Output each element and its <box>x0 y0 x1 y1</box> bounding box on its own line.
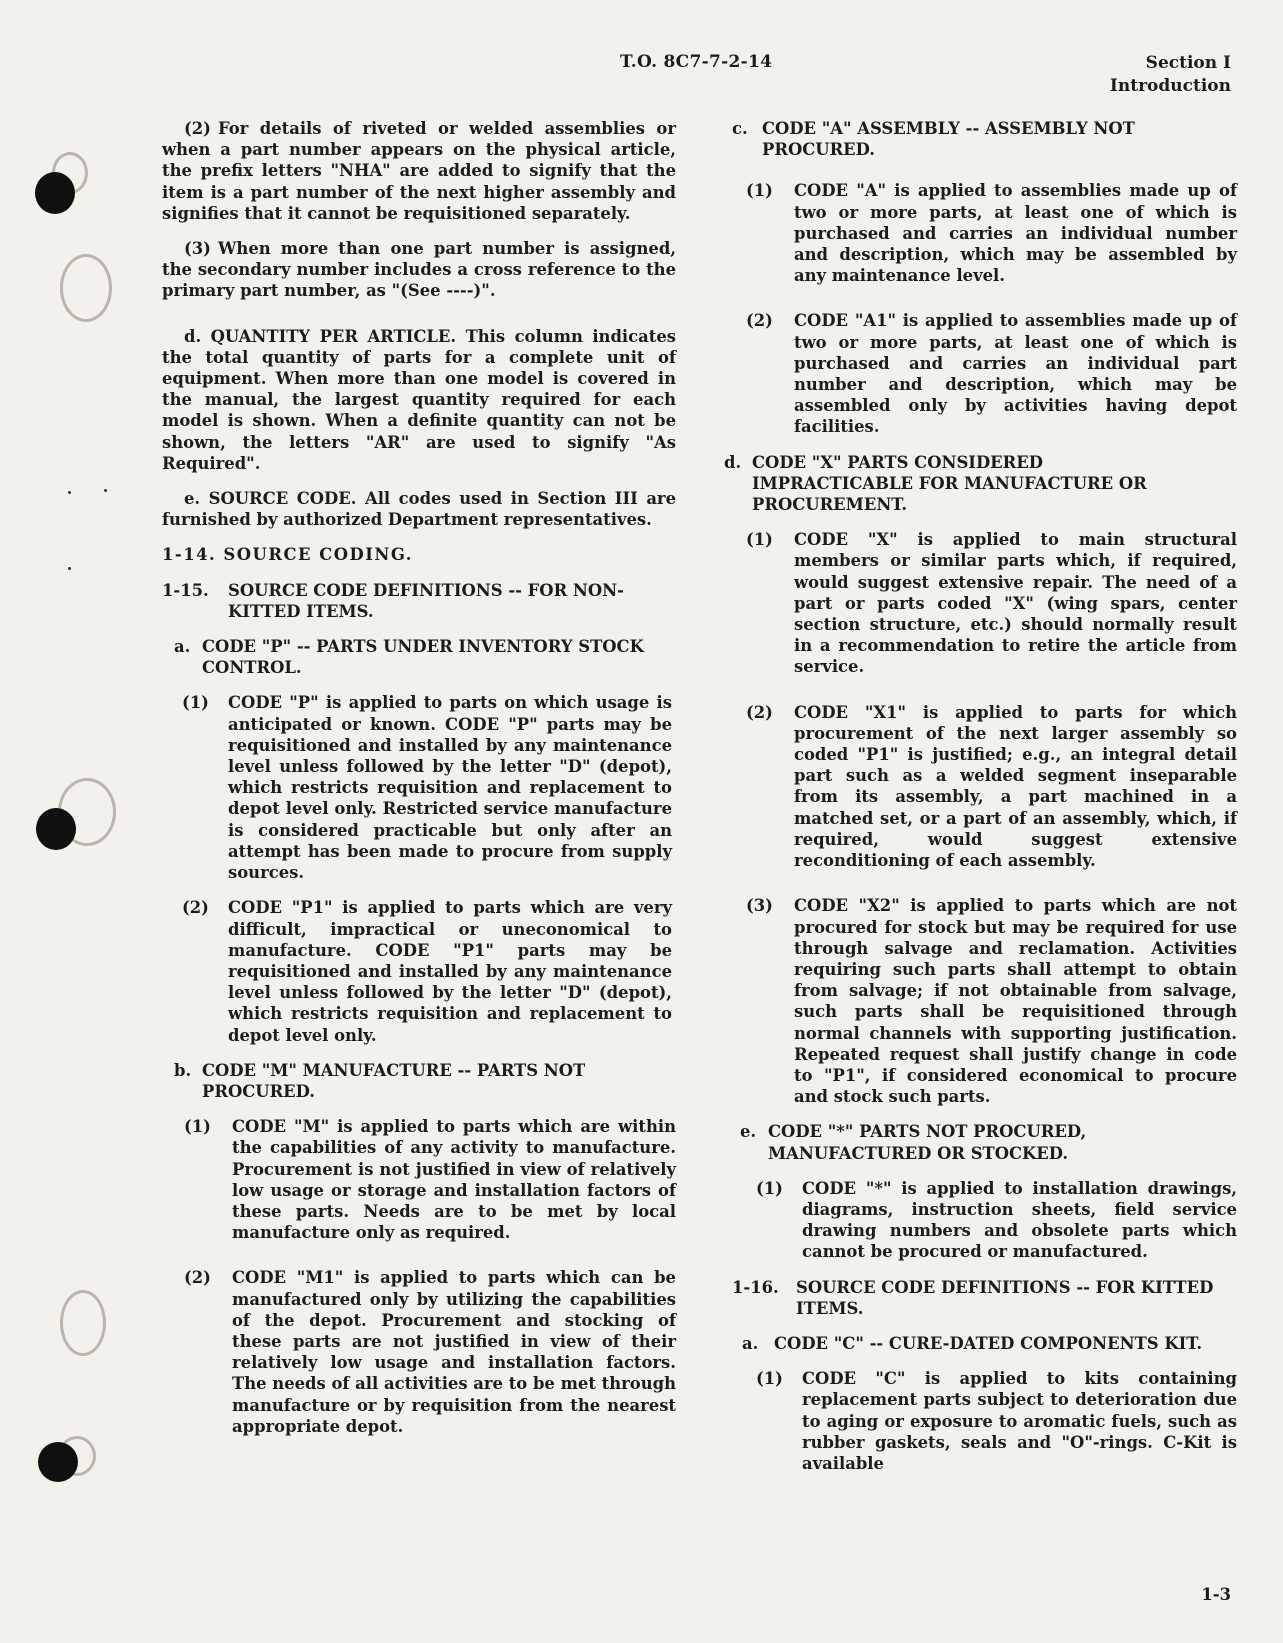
item-text: CODE "P" is applied to parts on which usage is anticipated or known. CODE "P" parts may be requisitioned and installed by any maintenance level unless followed by the letter "D" (depot), which restricts requisition and replacement to depot level only. Restricted service manufacture is considered practicable but only after an attempt has been made to procure from supply sources. <box>228 693 672 883</box>
subitem-code-x2-3 <box>746 895 1237 1107</box>
item-text: CODE "A1" is applied to assemblies made up of two or more parts, at least one of which is purchased and carries an individual part number and description, which may be assembled only by activities having depot facilities. <box>794 311 1237 437</box>
punch-hole <box>38 1442 78 1482</box>
heading-label: b. <box>174 1060 192 1080</box>
subitem-code-x-1 <box>746 529 1237 677</box>
heading-title: SOURCE CODE DEFINITIONS -- FOR NON-KITTED ITEMS. <box>228 580 624 621</box>
item-number: (1) <box>746 530 773 550</box>
right-column <box>724 118 1237 1488</box>
heading-1-15 <box>162 580 676 622</box>
section-header <box>1110 52 1231 98</box>
item-text: CODE "P1" is applied to parts which are very difficult, impractical or uneconomical to manufacture. CODE "P1" parts may be requisitioned and installed by any maintenance level unless followed by the letter "D" (depot), which restricts requisition and replacement to depot level only. <box>228 898 672 1045</box>
section-label: Section I <box>1145 53 1231 73</box>
subitem-code-c-1 <box>756 1368 1237 1474</box>
item-text: When more than one part number is assigned, the secondary number includes a cross reference to the primary part number, as "(See ----)". <box>162 239 676 301</box>
subitem-code-a1-2 <box>746 310 1237 437</box>
paragraph-source-code: e. SOURCE CODE. All codes used in Section III are furnished by authorized Department representatives. <box>162 489 676 530</box>
subitem-code-a-1 <box>746 180 1237 286</box>
page-number: 1-3 <box>1201 1585 1231 1604</box>
heading-label: a. <box>174 637 191 657</box>
heading-label: 1-16. <box>732 1277 779 1297</box>
heading-title: CODE "A" ASSEMBLY -- ASSEMBLY NOT PROCURED. <box>762 119 1135 160</box>
item-number: (1) <box>746 181 773 201</box>
subitem-2-nha <box>162 118 676 224</box>
item-number: (2) <box>182 898 209 918</box>
paragraph-quantity-per-article: d. QUANTITY PER ARTICLE. This column indicates the total quantity of parts for a complete unit of equipment. When more than one model is covered in the manual, the largest quantity required for each model is shown. When a definite quantity can not be shown, the letters "AR" are used to signify "As Required". <box>162 326 676 473</box>
scan-speck <box>104 489 107 492</box>
item-number: (1) <box>184 1117 211 1137</box>
item-number: (3) <box>184 239 211 259</box>
item-text: CODE "*" is applied to installation drawings, diagrams, instruction sheets, field service drawing numbers and obsolete parts which cannot be procured or manufactured. <box>802 1178 1237 1262</box>
item-number: (2) <box>746 311 773 331</box>
heading-label: e. <box>740 1122 757 1142</box>
heading-code-x <box>724 452 1237 516</box>
heading-title: SOURCE CODE DEFINITIONS -- FOR KITTED ITEMS. <box>796 1277 1214 1318</box>
item-number: (3) <box>746 896 773 916</box>
heading-code-c <box>742 1333 1237 1354</box>
heading-code-star <box>740 1121 1237 1163</box>
heading-label: d. <box>724 452 742 472</box>
subitem-code-m-1 <box>184 1116 676 1243</box>
scan-speck <box>68 567 71 570</box>
heading-label: c. <box>732 119 748 138</box>
item-number: (2) <box>184 1268 211 1288</box>
heading-code-m <box>174 1060 676 1102</box>
heading-title: CODE "P" -- PARTS UNDER INVENTORY STOCK CONTROL. <box>202 637 644 678</box>
item-text: CODE "C" is applied to kits containing replacement parts subject to deterioration due to aging or exposure to aromatic fuels, such as rubber gaskets, seals and "O"-rings. C-Kit is available <box>802 1369 1237 1473</box>
item-number: (1) <box>182 693 209 713</box>
item-text: CODE "X" is applied to main structural members or similar parts which, if required, would suggest extensive repair. The need of a part or parts coded "X" (wing spars, center section structure, etc.) should normally result in a recommendation to retire the article from service. <box>794 530 1237 677</box>
doc-number: T.O. 8C7-7-2-14 <box>620 52 773 72</box>
punch-hole-ring <box>60 254 112 322</box>
heading-code-p <box>174 636 676 678</box>
item-number: (1) <box>756 1369 783 1389</box>
heading-title: CODE "M" MANUFACTURE -- PARTS NOT PROCURED. <box>202 1060 586 1101</box>
heading-title: CODE "*" PARTS NOT PROCURED, MANUFACTURED OR STOCKED. <box>768 1122 1087 1163</box>
item-text: CODE "M" is applied to parts which are within the capabilities of any activity to manufacture. Procurement is not justified in view of relatively low usage or storage and installation factors of these parts. Needs are to be met by local manufacture only as required. <box>232 1117 676 1243</box>
heading-label: a. <box>742 1333 759 1353</box>
item-number: (2) <box>184 119 211 138</box>
heading-code-a <box>732 118 1237 160</box>
subitem-code-m1-2 <box>184 1267 676 1437</box>
punch-hole <box>35 172 75 214</box>
scan-speck <box>68 491 71 494</box>
item-text: CODE "M1" is applied to parts which can be manufactured only by utilizing the capabilities of the depot. Procurement and stocking of these parts are not justified in view of their relatively low usage and installation factors. The needs of all activities are to be met through manufacture or by requisition from the nearest appropriate depot. <box>232 1268 676 1436</box>
item-text: CODE "X1" is applied to parts for which procurement of the next larger assembly so coded "P1" is justified; e.g., an integral detail part such as a welded segment inseparable from its assembly, a part machined in a matched set, or a part of an assembly, which, if required, would suggest extensive reconditioning of each assembly. <box>794 702 1237 871</box>
punch-hole <box>36 808 76 850</box>
heading-label: 1-15. <box>162 580 209 600</box>
punch-hole-ring <box>60 1290 106 1356</box>
item-text: CODE "X2" is applied to parts which are not procured for stock but may be required for use through salvage and reclamation. Activities requiring such parts shall attempt to obtain from salvage; if not obtainable from salvage, such parts shall be requisitioned through normal channels with supporting justification. Repeated request shall justify change in code to "P1", if considered economical to procure and stock such parts. <box>794 896 1237 1107</box>
subitem-code-star-1 <box>756 1178 1237 1263</box>
subitem-code-x1-2 <box>746 702 1237 872</box>
section-title: Introduction <box>1109 76 1231 96</box>
heading-1-16 <box>732 1277 1237 1319</box>
item-number: (1) <box>756 1178 783 1198</box>
item-text: For details of riveted or welded assemblies or when a part number appears on the physical article, the prefix letters "NHA" are added to signify that the item is a part number of the next higher assembly and signifies that it cannot be requisitioned separately. <box>162 119 676 223</box>
heading-1-14: 1-14. SOURCE CODING. <box>162 545 414 565</box>
subitem-code-p-2 <box>182 897 676 1045</box>
heading-title: CODE "X" PARTS CONSIDERED IMPRACTICABLE FOR MANUFACTURE OR PROCUREMENT. <box>752 452 1147 515</box>
subitem-3-cross-reference <box>162 238 676 302</box>
subitem-code-p-1 <box>182 692 676 883</box>
item-text: CODE "A" is applied to assemblies made up of two or more parts, at least one of which is purchased and carries an individual number and description, which may be assembled by any maintenance level. <box>794 181 1237 286</box>
left-column <box>162 118 676 1451</box>
heading-title: CODE "C" -- CURE-DATED COMPONENTS KIT. <box>774 1333 1203 1353</box>
item-number: (2) <box>746 702 773 722</box>
